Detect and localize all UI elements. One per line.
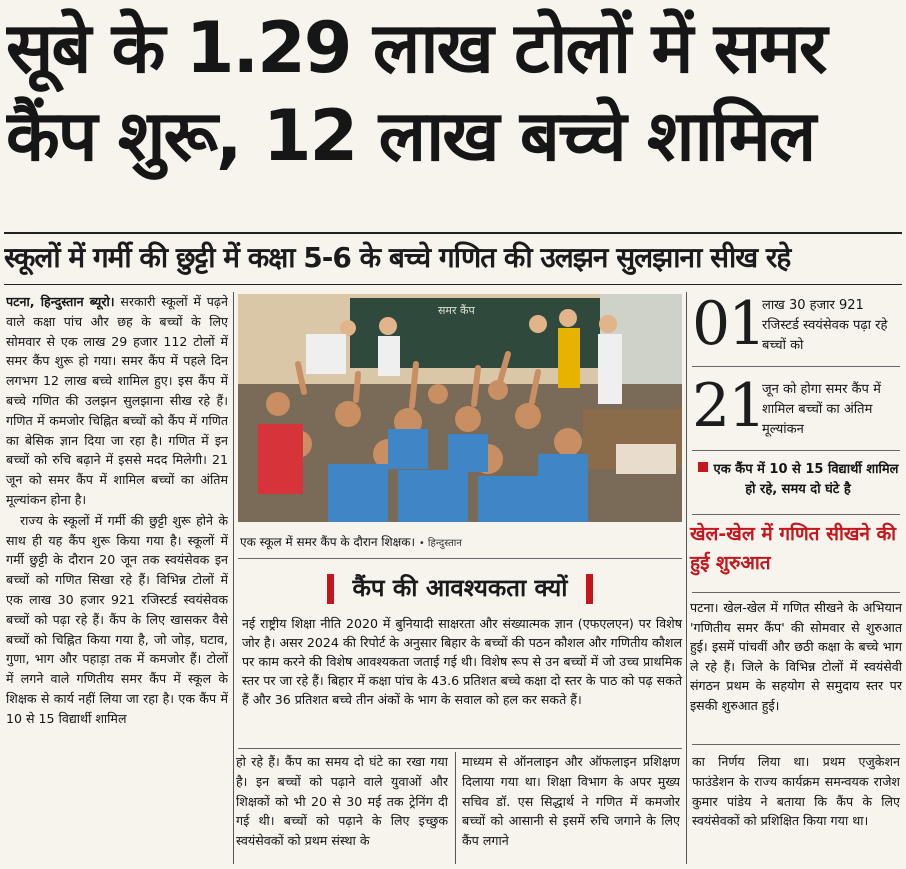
- left-column-para-1: पटना, हिन्दुस्तान ब्यूरो। सरकारी स्कूलों में पढ़ने वाले कक्षा पांच और छह के बच्चों के लिए सोमवार से एक लाख 29 हजार 112 टोलों में समर कैंप शुरू हो गया। समर कैंप में पहले दिन लगभग 12 लाख बच्चे शामिल हुए। इस कैंप में बच्चे गणित की उलझन सुलझाना सीख रहे हैं। गणित में कमजोर चिह्नित बच्चों को कैंप में गणित का बेसिक ज्ञान दिया जा रहा है। गणित में इन बच्चों को रुचि बढ़ाने में इससे मदद मिलेगी। 21 जून को समर कैंप में शामिल बच्चों का अंतिम मूल्यांकन होना है।: [6, 294, 228, 507]
- blackboard-text: समर कैंप: [438, 304, 475, 317]
- bottom-column-2: हो रहे हैं। कैंप का समय दो घंटे का रखा गया है। इन बच्चों को पढ़ाने वाले युवाओं और शिक्षकों को भी 20 से 30 मई तक ट्रेनिंग दी गई थी। बच्चों को पढ़ाने के लिए इच्छुक स्वयंसेवकों को प्रथम संस्था के: [236, 754, 448, 849]
- photo-credit: • हिन्दुस्तान: [418, 538, 462, 549]
- sidebar-body: पटना। खेल-खेल में गणित सीखने के अभियान 'गणितीय समर कैंप' की सोमवार से शुरुआत हुई। इसमें पांचवीं और छठी कक्षा के बच्चे भाग ले रहे हैं। जिले के विभिन्न टोलों में स्वयंसेवी संगठन प्रथम के सहयोग से समुदाय स्तर पर इसकी शुरुआत हुई।: [690, 600, 902, 713]
- fact-number-2: 21: [692, 371, 765, 441]
- column-divider: [233, 292, 234, 864]
- fact-note-text: एक कैंप में 10 से 15 विद्यार्थी शामिल हो रहे, समय दो घंटे है: [713, 462, 899, 497]
- photo-caption-text: एक स्कूल में समर कैंप के दौरान शिक्षक।: [240, 535, 415, 549]
- left-column-para-2: राज्य के स्कूलों में गर्मी की छुट्टी शुरू होने के साथ ही यह कैंप शुरू किया गया है। स्कूलों में गर्मी छुट्टी के दौरान 20 जून तक स्वयंसेवक इन बच्चों को गणित सिखा रहे हैं। विभिन्न टोलों में एक लाख 30 हजार 921 रजिस्टर्ड स्वयंसेवक बच्चों को पढ़ा रहे हैं। कैंप के लिए खासकर वैसे बच्चों को चिह्नित किया गया है, जो जोड़, घटाव, गुणा, भाग और पहाड़ा तक में कमजोर हैं। टोलों में लगने वाले गणितीय समर कैंप में स्कूल के शिक्षक से कार्य नहीं लिया जा रहा है। एक कैंप में 10 से 15 विद्यार्थी शामिल: [6, 512, 228, 726]
- column-divider: [686, 292, 687, 864]
- classroom-photo: [238, 294, 682, 522]
- box-heading-text: कैंप की आवश्यकता क्यों: [352, 574, 568, 602]
- subheadline-rule: [4, 284, 902, 285]
- headline-line-2: कैंप शुरू, 12 लाख बच्चे शामिल: [6, 95, 815, 177]
- photo-caption: [240, 530, 682, 556]
- sidebar-rule: [692, 592, 900, 593]
- sidebar-heading: खेल-खेल में गणित सीखने की हुई शुरुआत: [690, 523, 897, 574]
- fact-rule: [692, 366, 900, 367]
- headline: [6, 4, 900, 180]
- fact-rule: [692, 514, 900, 515]
- box-heading-bar-left: [327, 574, 334, 604]
- box-rule: [238, 748, 682, 749]
- box-body: नई राष्ट्रीय शिक्षा नीति 2020 में बुनियादी साक्षरता और संख्यात्मक ज्ञान (एफएलएन) पर विशेष जोर है। असर 2024 की रिपोर्ट के अनुसार बिहार के बच्चों की पठन कौशल और गणितीय कौशल पर काम करने की विशेष आवश्यकता जताई गई थी। विशेष रूप से उन बच्चों में जो उच्च प्राथमिक स्तर पर जा रहे हैं। बिहार में कक्षा पांच के 43.6 प्रतिशत बच्चे कक्षा दो स्तर के पाठ को पढ़ सकते हैं और 36 प्रतिशत बच्चे तीन अंकों के भाग के सवाल को हल कर सकते हैं।: [242, 616, 682, 707]
- classroom-photo-illustration: [238, 294, 682, 522]
- sidebar-rule: [692, 744, 900, 745]
- box-heading: [298, 568, 622, 608]
- subheadline: स्कूलों में गर्मी की छुट्टी में कक्षा 5-6 के बच्चे गणित की उलझन सुलझाना सीख रहे: [4, 241, 791, 274]
- bottom-column-4: का निर्णय लिया था। प्रथम एजुकेशन फाउंडेशन के राज्य कार्यक्रम समन्वयक राजेश कुमार पांडेय ने बताया कि कैंप के लिए स्वयंसेवकों को प्रशिक्षित किया गया था।: [692, 754, 900, 829]
- fact-text-1: लाख 30 हजार 921 रजिस्टर्ड स्वयंसेवक पढ़ा रहे बच्चों को: [762, 298, 888, 353]
- dateline: पटना, हिन्दुस्तान ब्यूरो।: [6, 294, 115, 309]
- left-column: [6, 292, 228, 867]
- fact-note: [694, 460, 902, 500]
- red-square-icon: [698, 462, 708, 472]
- headline-line-1: सूबे के 1.29 लाख टोलों में समर: [6, 7, 826, 89]
- headline-rule: [4, 232, 902, 234]
- box-heading-bar-right: [586, 574, 593, 604]
- fact-number-1: 01: [692, 289, 765, 359]
- fact-text-2: जून को होगा समर कैंप में शामिल बच्चों का अंतिम मूल्यांकन: [762, 382, 881, 437]
- caption-rule: [238, 558, 682, 559]
- column-divider: [455, 752, 456, 864]
- fact-rule: [692, 450, 900, 451]
- bottom-column-3: माध्यम से ऑनलाइन और ऑफलाइन प्रशिक्षण दिलाया गया था। शिक्षा विभाग के अपर मुख्य सचिव डॉ. एस सिद्धार्थ ने गणित में कमजोर बच्चों को आसानी से इसमें रुचि जगाने के लिए कैंप लगाने: [462, 754, 680, 849]
